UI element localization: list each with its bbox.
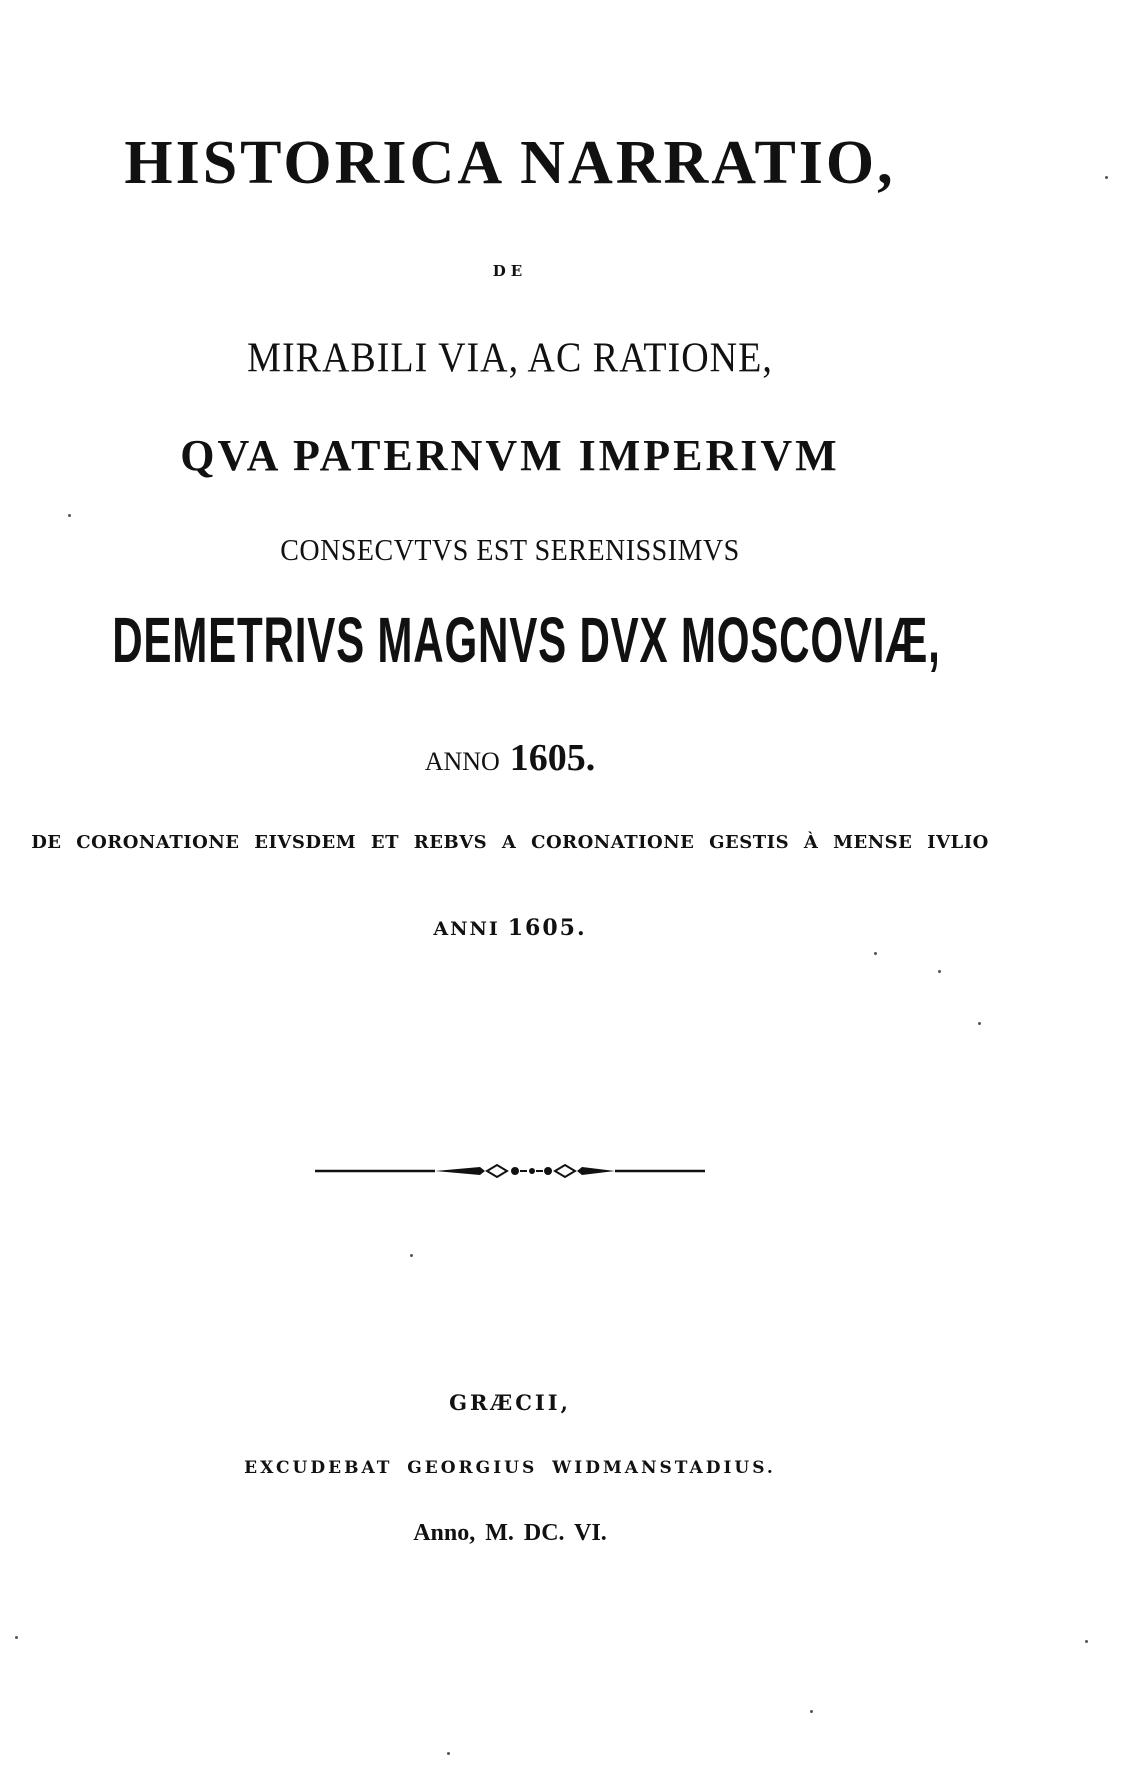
ornament-rule bbox=[315, 1161, 705, 1181]
anno-label: ANNO bbox=[424, 747, 500, 776]
scan-speck bbox=[410, 1254, 413, 1257]
scan-speck bbox=[447, 1752, 450, 1755]
scan-speck bbox=[938, 970, 941, 973]
de-line: DE bbox=[492, 262, 528, 280]
anni-line bbox=[0, 915, 1020, 941]
subtitle-consecutus: CONSECVTVS EST SERENISSIMVS bbox=[280, 533, 740, 568]
imprint-date: Anno, M. DC. VI. bbox=[413, 1520, 607, 1546]
scan-speck bbox=[1085, 1640, 1088, 1643]
imprint-place: GRÆCII, bbox=[449, 1390, 571, 1415]
anno-year: 1605. bbox=[509, 737, 596, 779]
subtitle-mirabili: MIRABILI VIA, AC RATIONE, bbox=[247, 334, 773, 382]
anni-year: 1605. bbox=[507, 915, 587, 941]
coronatione-line: DE CORONATIONE EIVSDEM ET REBVS A CORONATIONE GESTIS À MENSE IVLIO bbox=[31, 832, 989, 853]
imprint-printer: EXCUDEBAT GEORGIUS WIDMANSTADIUS. bbox=[244, 1458, 776, 1478]
scan-speck bbox=[874, 952, 877, 955]
scan-speck bbox=[1105, 176, 1108, 179]
subtitle-qva: QVA PATERNVM IMPERIVM bbox=[180, 431, 840, 480]
book-title: HISTORICA NARRATIO, bbox=[124, 129, 896, 197]
anni-label: ANNI bbox=[433, 918, 500, 940]
subtitle-demetrius: DEMETRIVS MAGNVS DVX MOSCOVIÆ, bbox=[112, 605, 941, 677]
anno-line bbox=[0, 736, 1020, 780]
scan-speck bbox=[978, 1022, 981, 1025]
scan-speck bbox=[68, 514, 71, 517]
scan-speck bbox=[15, 1636, 18, 1639]
scan-speck bbox=[810, 1710, 813, 1713]
